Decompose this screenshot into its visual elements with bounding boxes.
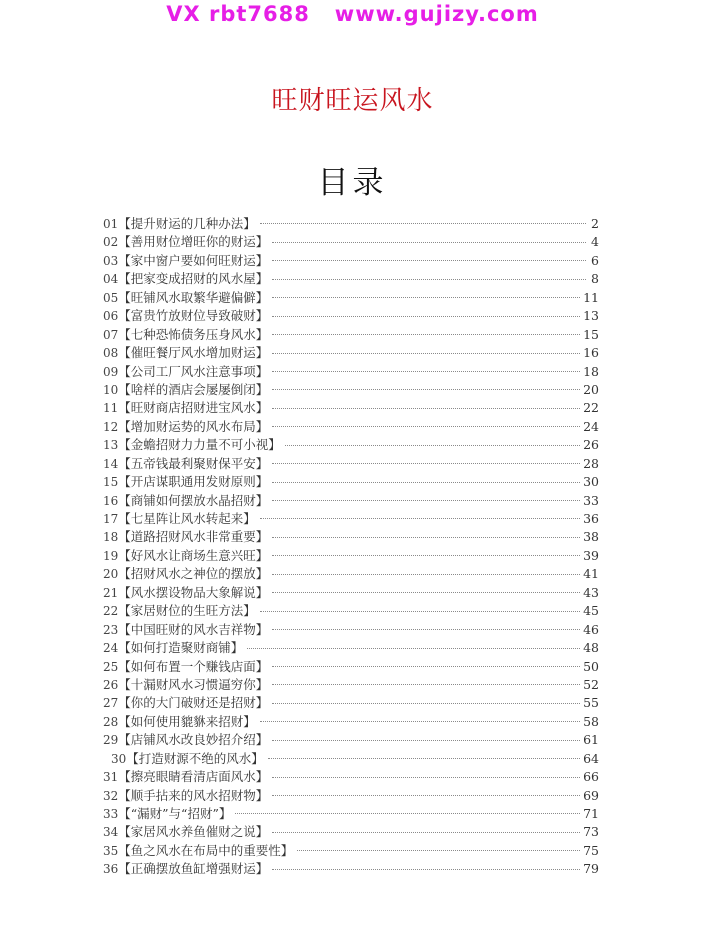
toc-entry-page: 58: [583, 713, 599, 729]
toc-entry-title: 【家居风水养鱼催财之说】: [118, 824, 269, 840]
toc-entry-title: 【正确摆放鱼缸增强财运】: [118, 861, 269, 877]
toc-entry-page: 66: [583, 769, 599, 785]
dotted-leader: [272, 259, 586, 261]
toc-entry[interactable]: [103, 658, 599, 676]
toc-entry-number: 19: [103, 548, 119, 563]
toc-entry[interactable]: [103, 233, 599, 251]
toc-entry-number: 21: [103, 585, 119, 600]
toc-entry-number: 36: [103, 862, 119, 877]
dotted-leader: [272, 868, 580, 870]
dotted-leader: [272, 278, 586, 280]
toc-entry-title: 【道路招财风水非常重要】: [118, 529, 269, 545]
dotted-leader: [272, 739, 580, 741]
dotted-leader: [247, 647, 580, 649]
toc-entry[interactable]: [103, 399, 599, 417]
toc-entry-page: 2: [591, 216, 599, 231]
toc-entry-title: 【旺铺风水取繁华避偏僻】: [118, 289, 269, 305]
toc-entry[interactable]: [103, 270, 599, 288]
toc-entry-page: 55: [583, 695, 599, 711]
dotted-leader: [285, 444, 580, 446]
toc-entry[interactable]: [103, 787, 599, 805]
toc-entry-page: 6: [591, 252, 599, 268]
toc-entry-title: 【七星阵让风水转起来】: [118, 511, 256, 526]
toc-entry[interactable]: [103, 621, 599, 639]
toc-entry-page: 69: [583, 787, 599, 803]
toc-entry[interactable]: [103, 565, 599, 583]
toc-entry-page: 45: [583, 603, 599, 619]
toc-entry-number: 04: [103, 272, 119, 287]
toc-entry[interactable]: [103, 639, 599, 657]
dotted-leader: [272, 554, 580, 556]
toc-entry-number: 34: [103, 825, 119, 840]
toc-entry-title: 【家中窗户要如何旺财运】: [118, 252, 269, 268]
dotted-leader: [272, 462, 580, 464]
toc-entry-number: 16: [103, 493, 119, 508]
toc-entry-number: 26: [103, 677, 119, 692]
toc-entry-title: 【擦亮眼睛看清店面风水】: [118, 769, 269, 785]
dotted-leader: [272, 481, 580, 483]
dotted-leader: [272, 425, 580, 427]
toc-entry-title: 【金蟾招财力力量不可小视】: [118, 437, 281, 453]
toc-entry-number: 27: [103, 696, 119, 711]
toc-entry-page: 24: [583, 418, 599, 434]
toc-entry[interactable]: [103, 363, 599, 381]
toc-entry-number: 32: [103, 788, 119, 803]
dotted-leader: [297, 849, 580, 851]
toc-entry-number: 07: [103, 327, 119, 342]
toc-entry-page: 18: [583, 363, 599, 379]
dotted-leader: [272, 665, 580, 667]
toc-entry-page: 39: [583, 547, 599, 563]
toc-entry-title: 【如何打造聚财商铺】: [118, 640, 244, 656]
toc-entry-number: 33: [103, 807, 119, 821]
toc-entry-title: 【开店谋职通用发财原则】: [118, 474, 269, 490]
toc-entry[interactable]: [103, 215, 599, 233]
toc-entry[interactable]: [103, 547, 599, 565]
toc-entry-page: 11: [583, 289, 599, 305]
toc-entry-page: 48: [583, 640, 599, 656]
toc-entry-page: 30: [583, 474, 599, 490]
toc-entry[interactable]: [103, 418, 599, 436]
toc-entry-number: 11: [103, 401, 119, 416]
dotted-leader: [235, 812, 580, 814]
toc-entry[interactable]: [103, 344, 599, 362]
toc-entry-number: 30: [111, 751, 127, 766]
toc-entry-page: 36: [583, 511, 599, 526]
dotted-leader: [272, 591, 580, 593]
toc-entry-number: 03: [103, 253, 119, 268]
table-of-contents: [103, 215, 599, 879]
watermark-banner: VX rbt7688 www.gujizy.com: [166, 2, 539, 26]
toc-entry-title: 【商铺如何摆放水晶招财】: [118, 492, 269, 508]
toc-entry[interactable]: [103, 768, 599, 786]
toc-entry-title: 【旺财商店招财进宝风水】: [118, 400, 269, 416]
toc-entry-page: 26: [583, 437, 599, 453]
dotted-leader: [260, 720, 580, 722]
toc-entry-number: 09: [103, 364, 119, 379]
toc-entry-page: 75: [583, 842, 599, 858]
toc-entry-number: 25: [103, 659, 119, 674]
toc-entry-title: 【啥样的酒店会屡屡倒闭】: [118, 381, 269, 397]
dotted-leader: [272, 407, 580, 409]
toc-entry[interactable]: [103, 510, 599, 528]
dotted-leader: [268, 757, 580, 759]
toc-entry-page: 38: [583, 529, 599, 545]
toc-entry[interactable]: [103, 289, 599, 307]
toc-entry[interactable]: [103, 492, 599, 510]
toc-entry-number: 23: [103, 622, 119, 637]
toc-entry-title: 【你的大门破财还是招财】: [118, 695, 269, 711]
dotted-leader: [272, 241, 586, 243]
toc-entry[interactable]: [103, 713, 599, 731]
dotted-leader: [272, 776, 580, 778]
toc-entry-page: 43: [583, 584, 599, 600]
toc-entry-page: 41: [583, 566, 599, 582]
toc-entry-title: 【七种恐怖债务压身风水】: [118, 326, 269, 342]
toc-entry-number: 24: [103, 641, 119, 656]
toc-entry-number: 01: [103, 217, 119, 231]
toc-entry-title: 【店铺风水改良妙招介绍】: [118, 732, 269, 748]
toc-entry-title: 【如何布置一个赚钱店面】: [118, 658, 269, 674]
toc-entry-title: 【十漏财风水习惯逼穷你】: [118, 676, 269, 692]
toc-entry-title: 【催旺餐厅风水增加财运】: [118, 345, 269, 361]
toc-entry-page: 33: [583, 492, 599, 508]
toc-entry-page: 46: [583, 621, 599, 637]
toc-entry-page: 16: [583, 345, 599, 361]
document-title: 旺财旺运风水: [271, 86, 434, 116]
toc-entry-number: 14: [103, 456, 119, 471]
toc-entry[interactable]: [103, 455, 599, 473]
toc-entry-page: 28: [583, 455, 599, 471]
toc-entry[interactable]: [103, 805, 599, 823]
toc-entry-number: 12: [103, 419, 119, 434]
toc-entry-title: 【鱼之风水在布局中的重要性】: [118, 842, 294, 858]
toc-entry[interactable]: [103, 252, 599, 270]
toc-entry-title: 【公司工厂风水注意事项】: [118, 363, 269, 379]
toc-entry-title: 【顺手拈来的风水招财物】: [118, 787, 269, 803]
toc-entry[interactable]: [103, 731, 599, 749]
toc-entry[interactable]: [103, 676, 599, 694]
toc-entry-number: 29: [103, 733, 119, 748]
toc-entry-number: 18: [103, 530, 119, 545]
dotted-leader: [272, 573, 580, 575]
toc-entry[interactable]: [103, 823, 599, 841]
toc-entry[interactable]: [103, 694, 599, 712]
toc-entry[interactable]: [103, 473, 599, 491]
toc-entry-page: 22: [583, 400, 599, 416]
toc-entry-title: 【善用财位增旺你的财运】: [118, 234, 269, 250]
toc-entry-title: 【提升财运的几种办法】: [118, 216, 256, 231]
toc-entry-title: 【把家变成招财的风水屋】: [118, 271, 269, 287]
toc-entry-title: 【中国旺财的风水吉祥物】: [118, 621, 269, 637]
toc-entry-number: 28: [103, 714, 119, 729]
toc-entry[interactable]: [103, 602, 599, 620]
toc-entry-page: 8: [591, 271, 599, 287]
toc-entry[interactable]: [103, 842, 599, 860]
toc-entry[interactable]: [103, 436, 599, 454]
toc-entry-title: 【富贵竹放财位导致破财】: [118, 308, 269, 324]
toc-entry-number: 13: [103, 438, 119, 453]
toc-entry-title: 【招财风水之神位的摆放】: [118, 566, 269, 582]
toc-entry-page: 79: [583, 861, 599, 877]
toc-entry-number: 15: [103, 475, 119, 490]
dotted-leader: [272, 683, 580, 685]
toc-entry-page: 13: [583, 308, 599, 324]
toc-entry-page: 64: [583, 750, 599, 766]
toc-entry[interactable]: [103, 326, 599, 344]
toc-entry-title: 【五帝钱最利聚财保平安】: [118, 455, 269, 471]
toc-entry-number: 08: [103, 346, 119, 361]
toc-entry[interactable]: [103, 750, 599, 768]
dotted-leader: [272, 388, 580, 390]
toc-entry-title: 【好风水让商场生意兴旺】: [118, 547, 269, 563]
dotted-leader: [260, 610, 580, 612]
dotted-leader: [260, 517, 580, 519]
toc-entry-number: 31: [103, 770, 119, 785]
toc-entry-page: 50: [583, 658, 599, 674]
toc-entry[interactable]: [103, 381, 599, 399]
dotted-leader: [272, 499, 580, 501]
toc-entry-number: 02: [103, 235, 119, 250]
dotted-leader: [272, 370, 580, 372]
toc-entry-page: 52: [583, 676, 599, 692]
toc-entry-number: 06: [103, 309, 119, 324]
toc-entry-title: 【“漏财”与“招财”】: [118, 806, 232, 821]
dotted-leader: [272, 628, 580, 630]
toc-entry-page: 15: [583, 326, 599, 342]
dotted-leader: [272, 315, 580, 317]
dotted-leader: [272, 831, 580, 833]
toc-heading: 目录: [317, 165, 388, 201]
dotted-leader: [272, 702, 580, 704]
toc-entry-title: 【打造财源不绝的风水】: [126, 750, 264, 766]
toc-entry-page: 4: [591, 234, 599, 250]
dotted-leader: [272, 296, 580, 298]
toc-entry-title: 【家居财位的生旺方法】: [118, 603, 256, 619]
dotted-leader: [272, 352, 580, 354]
toc-entry-title: 【风水摆设物品大象解说】: [118, 584, 269, 600]
toc-entry-page: 20: [583, 381, 599, 397]
toc-entry-number: 22: [103, 604, 119, 619]
toc-entry[interactable]: [103, 584, 599, 602]
toc-entry-page: 73: [583, 824, 599, 840]
toc-entry-number: 17: [103, 512, 119, 526]
toc-entry-title: 【增加财运势的风水布局】: [118, 418, 269, 434]
dotted-leader: [272, 794, 580, 796]
toc-entry-number: 10: [103, 382, 119, 397]
toc-entry[interactable]: [103, 860, 599, 878]
toc-entry-number: 05: [103, 290, 119, 305]
toc-entry[interactable]: [103, 528, 599, 546]
toc-entry[interactable]: [103, 307, 599, 325]
toc-entry-number: 35: [103, 843, 119, 858]
toc-entry-title: 【如何使用貔貅来招财】: [118, 713, 256, 729]
dotted-leader: [260, 222, 586, 224]
dotted-leader: [272, 536, 580, 538]
dotted-leader: [272, 333, 580, 335]
toc-entry-page: 61: [583, 732, 599, 748]
toc-entry-number: 20: [103, 567, 119, 582]
toc-entry-page: 71: [583, 806, 599, 821]
